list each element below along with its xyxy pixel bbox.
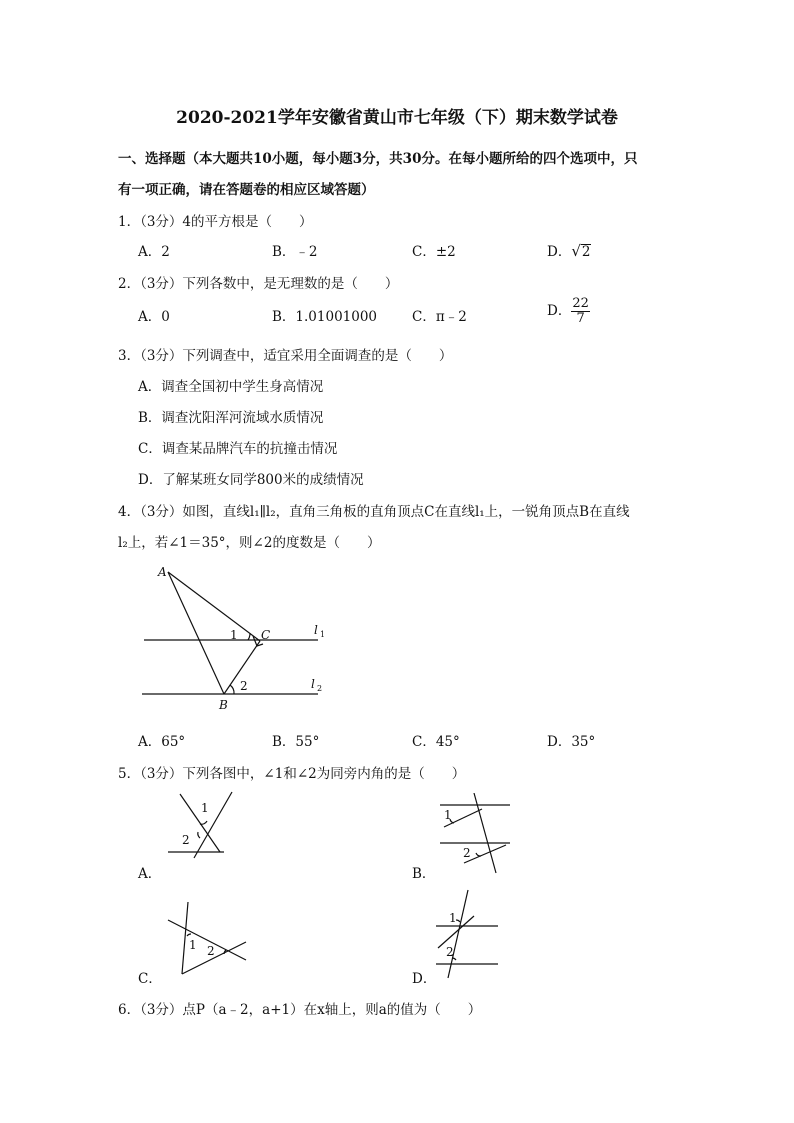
line bbox=[182, 902, 188, 974]
fraction bbox=[571, 297, 590, 326]
label-1: 1 bbox=[230, 628, 238, 642]
label-b: B bbox=[219, 698, 228, 712]
section-heading-line2: 有一项正确，请在答题卷的相应区域答题） bbox=[118, 182, 375, 198]
question-2-stem: 2．（3分）下列各数中，是无理数的是（ ） bbox=[118, 276, 399, 292]
fraction-denominator: 7 bbox=[576, 311, 585, 326]
label-c: C bbox=[261, 628, 271, 642]
label-l1-sub: 1 bbox=[320, 630, 326, 639]
label-2: 2 bbox=[207, 944, 215, 958]
q1-option-d bbox=[547, 240, 591, 260]
angle-arc bbox=[200, 821, 207, 824]
angle-1-arc bbox=[248, 633, 250, 640]
q2-option-c: C．π﹣2 bbox=[412, 309, 467, 325]
label-2: 2 bbox=[182, 833, 190, 847]
q5-option-d: D． bbox=[412, 971, 437, 987]
angle-arc bbox=[198, 832, 200, 838]
question-1-stem: 1．（3分）4的平方根是（ ） bbox=[118, 214, 313, 230]
angle-2-arc bbox=[230, 685, 234, 694]
label-1: 1 bbox=[201, 801, 209, 815]
segment-ab bbox=[168, 572, 224, 694]
page-title: 2020-2021学年安徽省黄山市七年级（下）期末数学试卷 bbox=[176, 108, 618, 128]
q5-figure-a bbox=[160, 788, 240, 860]
q2-option-b: B．1.01001000 bbox=[272, 309, 378, 325]
line bbox=[194, 792, 232, 858]
angle-arc bbox=[187, 934, 191, 936]
q1-option-d-prefix: D． bbox=[547, 244, 572, 260]
label-a: A bbox=[158, 565, 167, 579]
segment-ac bbox=[168, 572, 260, 641]
q3-option-a: A．调查全国初中学生身高情况 bbox=[138, 379, 324, 395]
q3-option-d: D．了解某班女同学800米的成绩情况 bbox=[138, 472, 364, 488]
label-l2-sub: 2 bbox=[317, 684, 323, 693]
q1-option-b: B．﹣2 bbox=[272, 244, 318, 260]
q1-option-a: A．2 bbox=[138, 244, 170, 260]
q5-figure-b bbox=[436, 793, 516, 877]
q5-figure-d bbox=[432, 888, 508, 980]
q5-option-a: A． bbox=[138, 866, 162, 882]
q1-option-d-radicand: 2 bbox=[581, 244, 591, 260]
question-4-stem-line2: l₂上，若∠1＝35°，则∠2的度数是（ ） bbox=[118, 535, 381, 551]
q5-option-b: B． bbox=[412, 866, 436, 882]
q3-option-c: C．调查某品牌汽车的抗撞击情况 bbox=[138, 441, 338, 457]
line bbox=[448, 890, 468, 978]
q2-option-a: A．0 bbox=[138, 309, 170, 325]
label-1: 1 bbox=[189, 938, 197, 952]
q2-option-d bbox=[547, 297, 590, 326]
angle-arc bbox=[476, 853, 481, 856]
label-1: 1 bbox=[444, 808, 452, 822]
question-3-stem: 3．（3分）下列调查中，适宜采用全面调查的是（ ） bbox=[118, 348, 453, 364]
label-2: 2 bbox=[463, 846, 471, 860]
fraction-numerator: 22 bbox=[572, 296, 589, 311]
q2-option-d-prefix: D． bbox=[547, 303, 572, 319]
q1-option-c: C．±2 bbox=[412, 244, 456, 260]
label-2: 2 bbox=[446, 945, 454, 959]
q4-option-c: C．45° bbox=[412, 734, 460, 750]
q4-option-d: D．35° bbox=[547, 734, 596, 750]
q3-option-b: B．调查沈阳浑河流域水质情况 bbox=[138, 410, 324, 426]
label-1: 1 bbox=[449, 911, 457, 925]
q4-option-b: B．55° bbox=[272, 734, 320, 750]
sqrt-symbol: √ bbox=[571, 242, 581, 260]
q4-option-a: A．65° bbox=[138, 734, 186, 750]
label-2: 2 bbox=[240, 679, 248, 693]
section-heading-line1: 一、选择题（本大题共10小题，每小题3分，共30分。在每小题所给的四个选项中，只 bbox=[118, 151, 638, 167]
label-l1: l bbox=[314, 623, 318, 637]
q5-option-c: C． bbox=[138, 971, 162, 987]
question-5-stem: 5．（3分）下列各图中，∠1和∠2为同旁内角的是（ ） bbox=[118, 766, 466, 782]
label-l2: l bbox=[311, 677, 315, 691]
question-6-stem: 6．（3分）点P（a﹣2，a+1）在x轴上，则a的值为（ ） bbox=[118, 1002, 482, 1018]
question-4-stem-line1: 4．（3分）如图，直线l₁∥l₂，直角三角板的直角顶点C在直线l₁上，一锐角顶点B在直线 bbox=[118, 504, 630, 520]
q4-figure bbox=[130, 560, 340, 720]
q5-figure-c bbox=[160, 898, 250, 978]
